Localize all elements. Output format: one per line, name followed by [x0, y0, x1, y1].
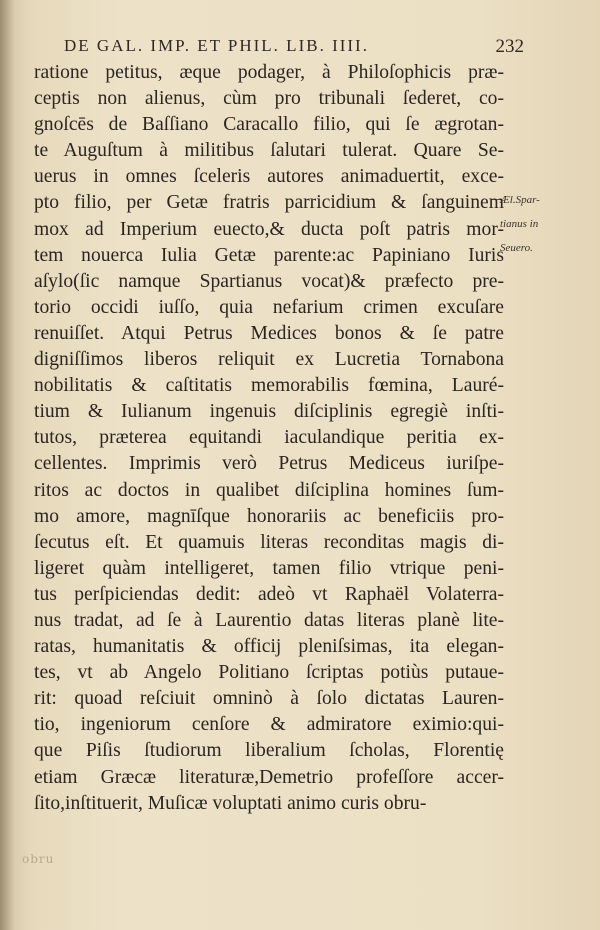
text-line: tutos, præterea equitandi iaculandique peritia ex- [34, 427, 504, 449]
text-line: uerus in omnes ſceleris autores animaduertit, exce- [34, 166, 504, 188]
bleed-through-catchword: obru [22, 852, 55, 866]
gutter-shadow [0, 0, 14, 930]
text-line: rit: quoad reſciuit omninò à ſolo dictatas Lauren- [34, 688, 504, 710]
text-line: nus tradat, ad ſe à Laurentio datas literas planè lite- [34, 609, 504, 631]
text-line: te Auguſtum à militibus ſalutari tulerat. Quare Se- [34, 140, 504, 162]
text-line: aſylo(ſic namque Spartianus vocat)& præfecto pre- [34, 270, 504, 292]
text-line: gnoſcēs de Baſſiano Caracallo filio, qui ſe ægrotan- [34, 114, 504, 136]
text-line: tus perſpiciendas dedit: adeò vt Raphaël Volaterra- [34, 583, 504, 605]
text-line: tio, ingeniorum cenſore & admiratore eximio:qui- [34, 714, 504, 736]
text-line: cellentes. Imprimis verò Petrus Mediceus iuriſpe- [34, 453, 504, 475]
text-line: digniſſimos liberos reliquit ex Lucretia Tornabona [34, 349, 504, 371]
text-line: ratione petitus, æque podager, à Philoſophicis præ- [34, 62, 504, 83]
marginal-note [500, 188, 600, 260]
marginal-note-line: tianus in [500, 218, 539, 230]
text-line: ſecutus eſt. Et quamuis literas reconditas magis di- [34, 531, 504, 553]
page-number: 232 [495, 36, 524, 57]
text-line: ratas, humanitatis & officij pleniſsimas, ita elegan- [34, 636, 504, 658]
text-line: mo amore, magnīſque honorariis ac beneficiis pro- [34, 505, 504, 527]
text-line: mox ad Imperium euecto,& ducta poſt patris mor- [34, 218, 504, 240]
text-line: renuiſſet. Atqui Petrus Medices bonos & ſe patre [34, 322, 504, 344]
text-line: ceptis non alienus, cùm pro tribunali ſederet, co- [34, 88, 504, 110]
text-line: ſito,inſtituerit, Muſicæ voluptati animo curis obru- [34, 792, 427, 814]
text-line: torio occidi iuſſo, quia nefarium crimen excuſare [34, 296, 504, 318]
text-line: nobilitatis & caſtitatis memorabilis fœmina, Lauré- [34, 375, 504, 397]
text-line: tem nouerca Iulia Getæ parente:ac Papiniano Iuris [34, 244, 504, 266]
text-line: tes, vt ab Angelo Politiano ſcriptas potiùs putaue- [34, 662, 504, 684]
text-line: ligeret quàm intelligeret, tamen filio vtrique peni- [34, 557, 504, 579]
running-header [64, 36, 524, 56]
text-line: pto filio, per Getæ fratris parricidium & ſanguinem [34, 192, 504, 214]
text-line: ritos ac doctos in qualibet diſciplina homines ſum- [34, 479, 504, 501]
text-line: tium & Iulianum ingenuis diſciplinis egregiè inſti- [34, 401, 504, 423]
text-line: etiam Græcæ literaturæ,Demetrio profeſſore accer- [34, 766, 504, 788]
running-title: DE GAL. IMP. ET PHIL. LIB. IIII. [64, 36, 369, 55]
marginal-note-line: Æl.Spar- [500, 194, 540, 206]
marginal-note-line: Seuero. [500, 242, 533, 254]
body-text [34, 60, 504, 817]
text-line: que Piſis ſtudiorum liberalium ſcholas, Florentię [34, 740, 504, 762]
